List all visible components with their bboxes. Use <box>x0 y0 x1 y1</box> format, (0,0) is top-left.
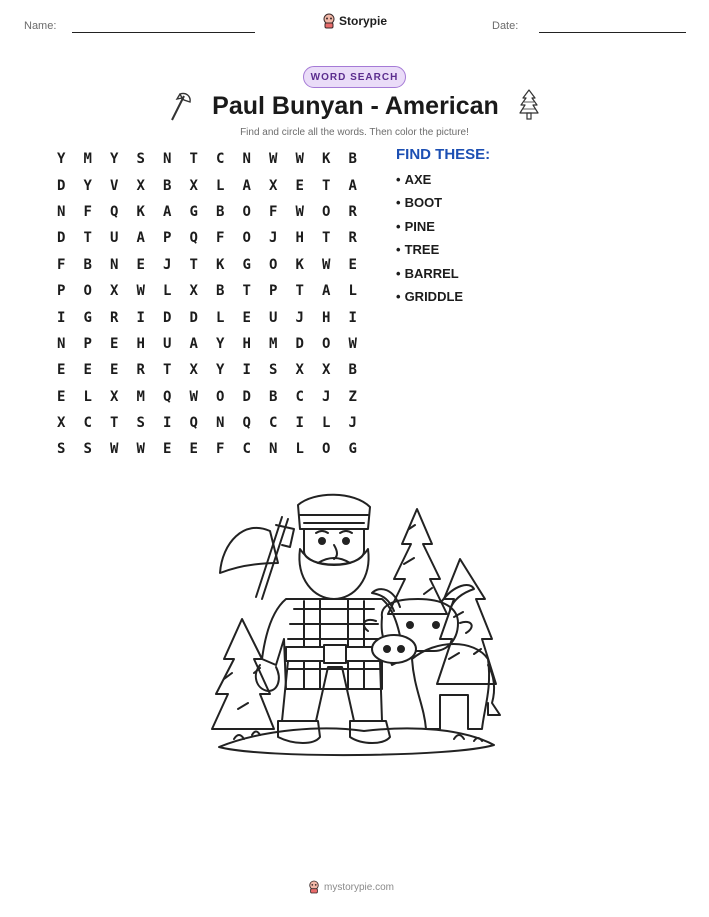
grid-letter[interactable]: I <box>295 415 304 432</box>
grid-letter[interactable]: E <box>242 309 251 326</box>
grid-letter[interactable]: N <box>57 203 66 220</box>
footer <box>308 880 394 894</box>
grid-letter[interactable]: P <box>269 283 278 300</box>
grid-letter[interactable]: K <box>136 203 145 220</box>
word-list-item <box>396 217 463 240</box>
grid-letter[interactable]: J <box>163 256 172 273</box>
grid-letter[interactable]: B <box>348 362 357 379</box>
grid-letter[interactable]: D <box>57 230 66 247</box>
grid-letter[interactable]: D <box>295 335 304 352</box>
grid-letter[interactable]: K <box>322 151 331 168</box>
grid-letter[interactable]: P <box>57 283 66 300</box>
grid-letter[interactable]: W <box>189 388 198 405</box>
grid-letter[interactable]: J <box>295 309 304 326</box>
grid-letter[interactable]: Q <box>242 415 251 432</box>
word-text: PINE <box>404 218 435 234</box>
grid-letter[interactable]: L <box>216 177 225 194</box>
grid-letter[interactable]: T <box>83 230 92 247</box>
grid-letter[interactable]: N <box>269 441 278 458</box>
grid-letter[interactable]: N <box>216 415 225 432</box>
grid-letter[interactable]: U <box>269 309 278 326</box>
grid-letter[interactable]: A <box>136 230 145 247</box>
name-label: Name: <box>24 20 57 32</box>
grid-letter[interactable]: I <box>163 415 172 432</box>
paul-bunyan-coloring-picture <box>204 489 505 769</box>
grid-letter[interactable]: D <box>163 309 172 326</box>
grid-letter[interactable]: O <box>242 230 251 247</box>
bullet: • <box>396 265 401 281</box>
date-line[interactable] <box>539 32 686 33</box>
grid-letter[interactable]: B <box>163 177 172 194</box>
grid-letter[interactable]: F <box>83 203 92 220</box>
grid-letter[interactable]: K <box>295 256 304 273</box>
grid-letter[interactable]: C <box>295 388 304 405</box>
grid-letter[interactable]: X <box>110 283 119 300</box>
grid-letter[interactable]: O <box>269 256 278 273</box>
grid-letter[interactable]: E <box>295 177 304 194</box>
grid-letter[interactable]: K <box>216 256 225 273</box>
grid-letter[interactable]: E <box>136 256 145 273</box>
grid-letter[interactable]: N <box>110 256 119 273</box>
word-text: BOOT <box>404 195 443 211</box>
grid-letter[interactable]: R <box>348 230 357 247</box>
grid-letter[interactable]: M <box>136 388 145 405</box>
grid-letter[interactable]: X <box>295 362 304 379</box>
grid-letter[interactable]: L <box>83 388 92 405</box>
grid-letter[interactable]: Y <box>216 362 225 379</box>
grid-letter[interactable]: O <box>322 441 331 458</box>
grid-letter[interactable]: U <box>110 230 119 247</box>
grid-letter[interactable]: L <box>348 283 357 300</box>
grid-letter[interactable]: X <box>189 283 198 300</box>
grid-letter[interactable]: Q <box>163 388 172 405</box>
grid-letter[interactable]: Z <box>348 388 357 405</box>
grid-letter[interactable]: G <box>242 256 251 273</box>
word-list-item <box>396 264 463 287</box>
grid-letter[interactable]: C <box>242 441 251 458</box>
grid-letter[interactable]: T <box>163 362 172 379</box>
grid-letter[interactable]: L <box>322 415 331 432</box>
grid-letter[interactable]: W <box>110 441 119 458</box>
grid-letter[interactable]: T <box>242 283 251 300</box>
grid-letter[interactable]: W <box>322 256 331 273</box>
grid-letter[interactable]: T <box>322 230 331 247</box>
grid-letter[interactable]: B <box>216 283 225 300</box>
grid-letter[interactable]: X <box>269 177 278 194</box>
grid-letter[interactable]: C <box>216 151 225 168</box>
bullet: • <box>396 172 401 187</box>
grid-letter[interactable]: T <box>110 415 119 432</box>
grid-letter[interactable]: S <box>136 151 145 168</box>
date-label: Date: <box>492 20 519 32</box>
grid-letter[interactable]: F <box>57 256 66 273</box>
word-search-grid[interactable] <box>48 146 366 463</box>
grid-letter[interactable]: Y <box>216 335 225 352</box>
grid-letter[interactable]: E <box>348 256 357 273</box>
grid-letter[interactable]: P <box>163 230 172 247</box>
grid-letter[interactable]: Y <box>57 151 66 168</box>
grid-letter[interactable]: L <box>163 283 172 300</box>
grid-letter[interactable]: H <box>295 230 304 247</box>
grid-letter[interactable]: V <box>110 177 119 194</box>
grid-letter[interactable]: B <box>216 203 225 220</box>
grid-letter[interactable]: E <box>83 362 92 379</box>
grid-letter[interactable]: O <box>322 335 331 352</box>
bullet: • <box>396 288 401 304</box>
grid-letter[interactable]: E <box>57 388 66 405</box>
grid-letter[interactable]: E <box>110 362 119 379</box>
grid-letter[interactable]: X <box>110 388 119 405</box>
grid-letter[interactable]: Y <box>110 151 119 168</box>
grid-letter[interactable]: C <box>83 415 92 432</box>
grid-letter[interactable]: J <box>348 415 357 432</box>
grid-letter[interactable]: U <box>163 335 172 352</box>
grid-letter[interactable]: D <box>242 388 251 405</box>
grid-letter[interactable]: Q <box>110 203 119 220</box>
grid-letter[interactable]: R <box>110 309 119 326</box>
grid-letter[interactable]: J <box>269 230 278 247</box>
grid-letter[interactable]: J <box>322 388 331 405</box>
grid-letter[interactable]: T <box>322 177 331 194</box>
page-title: Paul Bunyan - American <box>212 92 499 120</box>
grid-letter[interactable]: S <box>136 415 145 432</box>
grid-letter[interactable]: C <box>269 415 278 432</box>
word-list-item <box>396 193 463 216</box>
grid-letter[interactable]: X <box>322 362 331 379</box>
grid-letter[interactable]: I <box>57 309 66 326</box>
grid-letter[interactable]: W <box>269 151 278 168</box>
grid-letter[interactable]: O <box>83 283 92 300</box>
grid-letter[interactable]: D <box>57 177 66 194</box>
grid-letter[interactable]: A <box>163 203 172 220</box>
bullet: • <box>396 218 401 234</box>
grid-letter[interactable]: N <box>57 335 66 352</box>
grid-letter[interactable]: O <box>322 203 331 220</box>
grid-letter[interactable]: S <box>57 441 66 458</box>
grid-letter[interactable]: B <box>348 151 357 168</box>
grid-letter[interactable]: A <box>242 177 251 194</box>
bullet: • <box>396 242 401 258</box>
grid-letter[interactable]: H <box>322 309 331 326</box>
grid-letter[interactable]: X <box>189 362 198 379</box>
find-these-heading: FIND THESE: <box>396 146 491 163</box>
grid-letter[interactable]: A <box>348 177 357 194</box>
grid-letter[interactable]: H <box>136 335 145 352</box>
grid-letter[interactable]: A <box>322 283 331 300</box>
grid-letter[interactable]: I <box>348 309 357 326</box>
grid-letter[interactable]: W <box>295 151 304 168</box>
storypie-logo-icon <box>322 13 336 29</box>
grid-letter[interactable]: Q <box>189 230 198 247</box>
word-text: AXE <box>404 172 432 187</box>
grid-letter[interactable]: X <box>189 177 198 194</box>
instructions: Find and circle all the words. Then color the picture! <box>240 127 469 138</box>
grid-letter[interactable]: F <box>216 441 225 458</box>
word-text: GRIDDLE <box>404 288 464 304</box>
grid-letter[interactable]: W <box>348 335 357 352</box>
grid-letter[interactable]: M <box>83 151 92 168</box>
grid-letter[interactable]: N <box>163 151 172 168</box>
grid-letter[interactable]: T <box>189 151 198 168</box>
grid-letter[interactable]: F <box>216 230 225 247</box>
grid-letter[interactable]: L <box>216 309 225 326</box>
grid-letter[interactable]: A <box>189 335 198 352</box>
brand-logo <box>322 13 387 29</box>
bullet: • <box>396 195 401 211</box>
word-list-item <box>396 170 463 193</box>
grid-letter[interactable]: Q <box>189 415 198 432</box>
grid-letter[interactable]: I <box>242 362 251 379</box>
word-list <box>396 170 463 310</box>
grid-letter[interactable]: W <box>136 283 145 300</box>
name-line[interactable] <box>72 32 255 33</box>
grid-letter[interactable]: E <box>57 362 66 379</box>
grid-letter[interactable]: O <box>242 203 251 220</box>
word-list-item <box>396 287 463 310</box>
grid-letter[interactable]: W <box>295 203 304 220</box>
grid-letter[interactable]: G <box>348 441 357 458</box>
grid-letter[interactable]: X <box>57 415 66 432</box>
pine-tree-icon <box>518 88 540 122</box>
grid-letter[interactable]: L <box>295 441 304 458</box>
grid-letter[interactable]: H <box>242 335 251 352</box>
grid-letter[interactable]: X <box>136 177 145 194</box>
grid-letter[interactable]: B <box>83 256 92 273</box>
grid-letter[interactable]: M <box>269 335 278 352</box>
footer-url[interactable]: mystorypie.com <box>324 881 395 893</box>
brand-name: Storypie <box>339 14 388 28</box>
grid-letter[interactable]: R <box>348 203 357 220</box>
storypie-logo-icon <box>308 880 320 894</box>
grid-letter[interactable]: R <box>136 362 145 379</box>
grid-letter[interactable]: E <box>189 441 198 458</box>
grid-letter[interactable]: T <box>295 283 304 300</box>
grid-letter[interactable]: P <box>83 335 92 352</box>
grid-letter[interactable]: I <box>136 309 145 326</box>
word-text: BARREL <box>404 265 459 281</box>
word-text: TREE <box>404 242 440 258</box>
grid-letter[interactable]: D <box>189 309 198 326</box>
grid-letter[interactable]: S <box>269 362 278 379</box>
grid-letter[interactable]: T <box>189 256 198 273</box>
word-search-badge: WORD SEARCH <box>303 66 406 88</box>
grid-letter[interactable]: S <box>83 441 92 458</box>
grid-letter[interactable]: N <box>242 151 251 168</box>
word-list-item <box>396 240 463 263</box>
grid-letter[interactable]: F <box>269 203 278 220</box>
grid-letter[interactable]: O <box>216 388 225 405</box>
grid-letter[interactable]: Y <box>83 177 92 194</box>
grid-letter[interactable]: B <box>269 388 278 405</box>
grid-letter[interactable]: W <box>136 441 145 458</box>
grid-letter[interactable]: E <box>110 335 119 352</box>
grid-letter[interactable]: E <box>163 441 172 458</box>
grid-letter[interactable]: G <box>83 309 92 326</box>
grid-letter[interactable]: G <box>189 203 198 220</box>
